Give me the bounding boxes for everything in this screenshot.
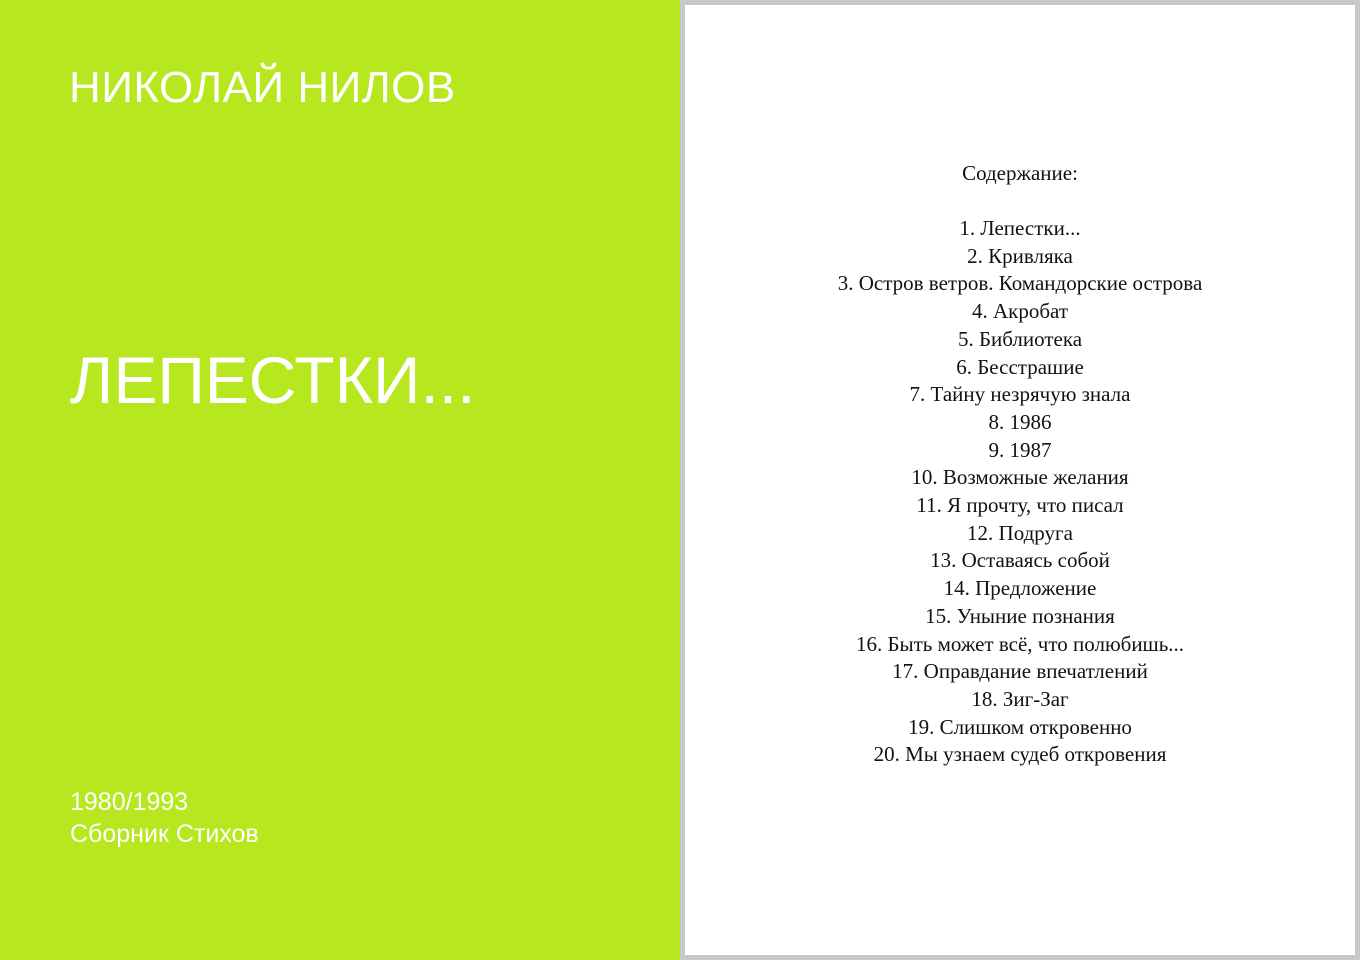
contents-item: 9. 1987 xyxy=(988,437,1052,462)
contents-item: 3. Остров ветров. Командорские острова xyxy=(837,271,1203,296)
contents-item: 20. Мы узнаем судеб откровения xyxy=(873,742,1167,767)
contents-item: 8. 1986 xyxy=(988,409,1052,434)
contents-item: 16. Быть может всё, что полюбишь... xyxy=(855,631,1185,656)
contents-item: 6. Бесстрашие xyxy=(956,354,1084,379)
contents-item: 19. Слишком откровенно xyxy=(908,714,1132,739)
contents-item: 13. Оставаясь собой xyxy=(930,548,1110,573)
contents-item: 15. Уныние познания xyxy=(925,603,1115,628)
contents-item: 10. Возможные желания xyxy=(911,465,1129,490)
contents-page xyxy=(685,5,1355,955)
cover-subtitle: Сборник Стихов xyxy=(70,820,259,848)
contents-item: 12. Подруга xyxy=(967,520,1073,545)
contents-heading: Содержание: xyxy=(962,161,1078,185)
contents-item: 18. Зиг-Заг xyxy=(971,686,1069,711)
contents-item: 7. Тайну незрячую знала xyxy=(909,382,1131,407)
contents-item: 11. Я прочту, что писал xyxy=(916,493,1124,518)
contents-item: 14. Предложение xyxy=(943,576,1097,601)
contents-item: 2. Кривляка xyxy=(967,243,1073,268)
cover-title: ЛЕПЕСТКИ... xyxy=(70,343,476,417)
contents-item: 5. Библиотека xyxy=(957,326,1083,351)
contents-list xyxy=(685,215,1355,769)
cover-years: 1980/1993 xyxy=(70,788,189,816)
cover-author: НИКОЛАЙ НИЛОВ xyxy=(69,63,456,112)
contents-item: 17. Оправдание впечатлений xyxy=(892,659,1148,684)
contents-item: 4. Акробат xyxy=(971,299,1068,324)
contents-item: 1. Лепестки... xyxy=(959,216,1081,240)
